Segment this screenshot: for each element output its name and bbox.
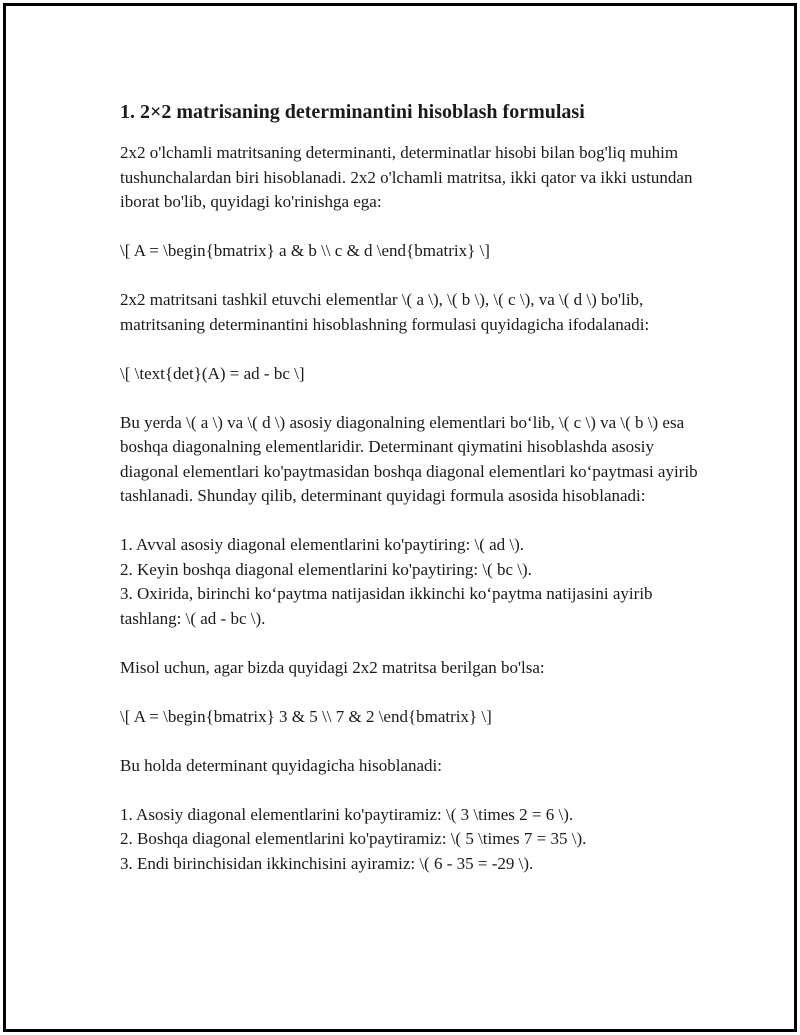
- list-item: 1. Asosiy diagonal elementlarini ko'paytiramiz: \( 3 \times 2 = 6 \).: [120, 804, 574, 824]
- list-item: 2. Keyin boshqa diagonal elementlarini ko'paytiring: \( bc \).: [120, 559, 532, 579]
- elements-paragraph: 2x2 matritsani tashkil etuvchi elementlar \( a \), \( b \), \( c \), va \( d \) bo'lib, matritsaning determinantini hisoblashning formulasi quyidagicha ifodalanadi:: [120, 290, 650, 334]
- example-intro: Misol uchun, agar bizda quyidagi 2x2 matritsa berilgan bo'lsa:: [120, 657, 545, 677]
- example-steps-list: [120, 803, 700, 877]
- page-frame: [3, 3, 797, 1032]
- document-body: [120, 98, 700, 901]
- matrix-formula: \[ A = \begin{bmatrix} a & b \\ c & d \end{bmatrix} \]: [120, 241, 490, 260]
- intro-paragraph: 2x2 o'lchamli matritsaning determinanti, determinatlar hisobi bilan bog'liq muhim tushunchalardan biri hisoblanadi. 2x2 o'lchamli matritsa, ikki qator va ikki ustundan iborat bo'lib, quyidagi ko'rinishga ega:: [120, 143, 697, 211]
- example-matrix: \[ A = \begin{bmatrix} 3 & 5 \\ 7 & 2 \end{bmatrix} \]: [120, 706, 492, 726]
- example-text: Bu holda determinant quyidagicha hisoblanadi:: [120, 755, 442, 775]
- determinant-formula: \[ \text{det}(A) = ad - bc \]: [120, 363, 305, 383]
- list-item: 2. Boshqa diagonal elementlarini ko'paytiramiz: \( 5 \times 7 = 35 \).: [120, 829, 587, 848]
- list-item: 3. Oxirida, birinchi ko‘paytma natijasidan ikkinchi ko‘paytma natijasini ayirib tashlang: \( ad - bc \).: [120, 584, 653, 628]
- document-title: 1. 2×2 matrisaning determinantini hisoblash formulasi: [120, 101, 585, 123]
- steps-list: [120, 533, 700, 631]
- list-item: 3. Endi birinchisidan ikkinchisini ayiramiz: \( 6 - 35 = -29 \).: [120, 853, 534, 873]
- explanation-paragraph: Bu yerda \( a \) va \( d \) asosiy diagonalning elementlari bo‘lib, \( c \) va \( b \) esa boshqa diagonalning elementlaridir. Determinant qiymatini hisoblashda asosiy diagonal elementlari ko'paytmasidan boshqa diagonal elementlari ko‘paytmasi ayirib tashlanadi. Shunday qilib, determinant quyidagi formula asosida hisoblanadi:: [120, 412, 702, 505]
- list-item: 1. Avval asosiy diagonal elementlarini ko'paytiring: \( ad \).: [120, 535, 525, 554]
